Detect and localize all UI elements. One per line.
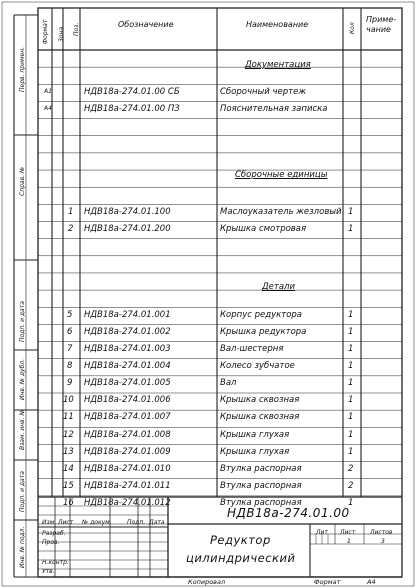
- part-row-designation: НДВ18а-274.01.001: [84, 309, 171, 320]
- part-row-pos: 5: [67, 309, 73, 320]
- tb-col-podp: Подп.: [127, 519, 146, 526]
- part-row-designation: НДВ18а-274.01.012: [84, 498, 171, 509]
- tb-col-izm: Изм.: [42, 519, 57, 526]
- tb-razrab: Разраб.: [42, 530, 66, 537]
- part-row-designation: НДВ18а-274.01.005: [84, 378, 171, 389]
- part-row-name: Крышка глухая: [220, 446, 290, 457]
- part-row-qty: 2: [348, 463, 354, 474]
- assembly-row-qty: 1: [348, 206, 354, 217]
- tb-col-data: Дата: [149, 519, 165, 526]
- header-format: Формат: [42, 19, 49, 44]
- part-row-qty: 1: [348, 412, 354, 423]
- doc-row-format: А4: [44, 104, 52, 112]
- side-label-inv-dubl: Инв. № дубл.: [19, 358, 26, 400]
- part-row-designation: НДВ18а-274.01.003: [84, 343, 171, 354]
- doc-row-designation: НДВ18а-274.01.00 СБ: [84, 86, 180, 97]
- part-row-qty: 1: [348, 429, 354, 440]
- part-row-name: Колесо зубчатое: [220, 361, 295, 371]
- assembly-row-pos: 1: [68, 206, 74, 217]
- part-row-designation: НДВ18а-274.01.007: [84, 412, 171, 423]
- part-row-pos: 13: [63, 446, 74, 457]
- part-row-pos: 8: [67, 361, 73, 371]
- part-row-name: Вал-шестерня: [220, 343, 284, 354]
- part-row-designation: НДВ18а-274.01.009: [84, 446, 171, 457]
- assembly-row-designation: НДВ18а-274.01.200: [84, 223, 171, 234]
- part-row-name: Втулка распорная: [220, 481, 302, 492]
- part-row-qty: 1: [348, 446, 354, 457]
- title-line-1: Редуктор: [210, 533, 271, 547]
- tb-sheets-label: Листов: [370, 529, 393, 536]
- doc-row-name: Пояснительная записка: [220, 103, 328, 114]
- part-row-pos: 10: [63, 395, 74, 406]
- part-row-qty: 1: [348, 395, 354, 406]
- header-designation: Обозначение: [118, 20, 174, 29]
- side-label-podp-data-1: Подп. и дата: [19, 301, 26, 342]
- part-row-qty: 1: [348, 498, 354, 509]
- part-row-pos: 14: [63, 463, 74, 474]
- tb-lit: Лит: [316, 529, 328, 536]
- footer-format-value: А4: [367, 578, 376, 586]
- assembly-row-pos: 2: [68, 223, 74, 234]
- part-row-qty: 1: [348, 378, 354, 389]
- part-row-qty: 1: [348, 309, 354, 320]
- section-documentation: Документация: [245, 60, 311, 70]
- header-quantity: Кол: [349, 22, 356, 34]
- tb-col-ndokum: № докум.: [82, 519, 112, 526]
- part-row-pos: 11: [63, 412, 74, 423]
- assembly-row-name: Маслоуказатель жезловый: [220, 206, 342, 217]
- document-number: НДВ18а-274.01.00: [227, 506, 350, 520]
- part-row-name: Крышка сквозная: [220, 412, 300, 423]
- footer-copied: Копировал: [188, 578, 226, 586]
- part-row-name: Корпус редуктора: [220, 309, 303, 320]
- part-row-pos: 6: [67, 326, 73, 337]
- tb-col-list: Лист: [58, 519, 74, 526]
- part-row-designation: НДВ18а-274.01.011: [84, 481, 171, 492]
- tb-sheet-value: 1: [347, 538, 351, 545]
- side-label-perv-primen: Перв. примен.: [19, 46, 26, 92]
- header-zone: Зона: [58, 26, 65, 42]
- section-assemblies: Сборочные единицы: [235, 170, 328, 180]
- header-name: Наименование: [246, 20, 309, 29]
- part-row-name: Крышка редуктора: [220, 326, 307, 337]
- part-row-name: Крышка сквозная: [220, 395, 300, 406]
- footer-format-label: Формат: [314, 578, 341, 586]
- side-label-vzam-inv: Взам. инв. №: [19, 409, 26, 450]
- part-row-pos: 15: [63, 481, 74, 492]
- title-line-2: цилиндрический: [186, 551, 296, 565]
- doc-row-designation: НДВ18а-274.01.00 ПЗ: [84, 103, 180, 114]
- section-parts: Детали: [262, 282, 295, 292]
- assembly-row-name: Крышка смотровая: [220, 223, 307, 234]
- part-row-name: Крышка глухая: [220, 429, 290, 440]
- tb-nkontr: Н.контр.: [42, 559, 69, 566]
- part-row-name: Втулка распорная: [220, 463, 302, 474]
- doc-row-format: А1: [44, 87, 52, 95]
- part-row-designation: НДВ18а-274.01.008: [84, 429, 171, 440]
- side-label-podp-data-2: Подп. и дата: [19, 471, 26, 512]
- part-row-pos: 7: [67, 343, 73, 354]
- header-position: Поз.: [73, 22, 80, 36]
- doc-row-name: Сборочный чертеж: [220, 86, 306, 97]
- part-row-designation: НДВ18а-274.01.002: [84, 326, 171, 337]
- part-row-name: Вал: [220, 378, 237, 389]
- part-row-qty: 1: [348, 361, 354, 371]
- assembly-row-qty: 1: [348, 223, 354, 234]
- tb-sheet-label: Лист: [340, 529, 356, 536]
- part-row-qty: 2: [348, 481, 354, 492]
- side-label-sprav: Справ. №: [19, 166, 26, 196]
- part-row-pos: 9: [67, 378, 73, 389]
- part-row-qty: 1: [348, 326, 354, 337]
- part-row-pos: 16: [63, 498, 74, 509]
- side-label-inv-podl: Инв. № подл.: [19, 526, 26, 568]
- assembly-row-designation: НДВ18а-274.01.100: [84, 206, 171, 217]
- part-row-designation: НДВ18а-274.01.004: [84, 361, 171, 371]
- part-row-pos: 12: [63, 429, 74, 440]
- tb-sheets-value: 3: [381, 538, 385, 545]
- part-row-name: Втулка распорная: [220, 498, 302, 509]
- header-note: Приме- чание: [366, 15, 397, 35]
- part-row-qty: 1: [348, 343, 354, 354]
- part-row-designation: НДВ18а-274.01.006: [84, 395, 171, 406]
- tb-utv: Утв.: [42, 568, 55, 575]
- tb-prov: Пров.: [42, 539, 60, 546]
- part-row-designation: НДВ18а-274.01.010: [84, 463, 171, 474]
